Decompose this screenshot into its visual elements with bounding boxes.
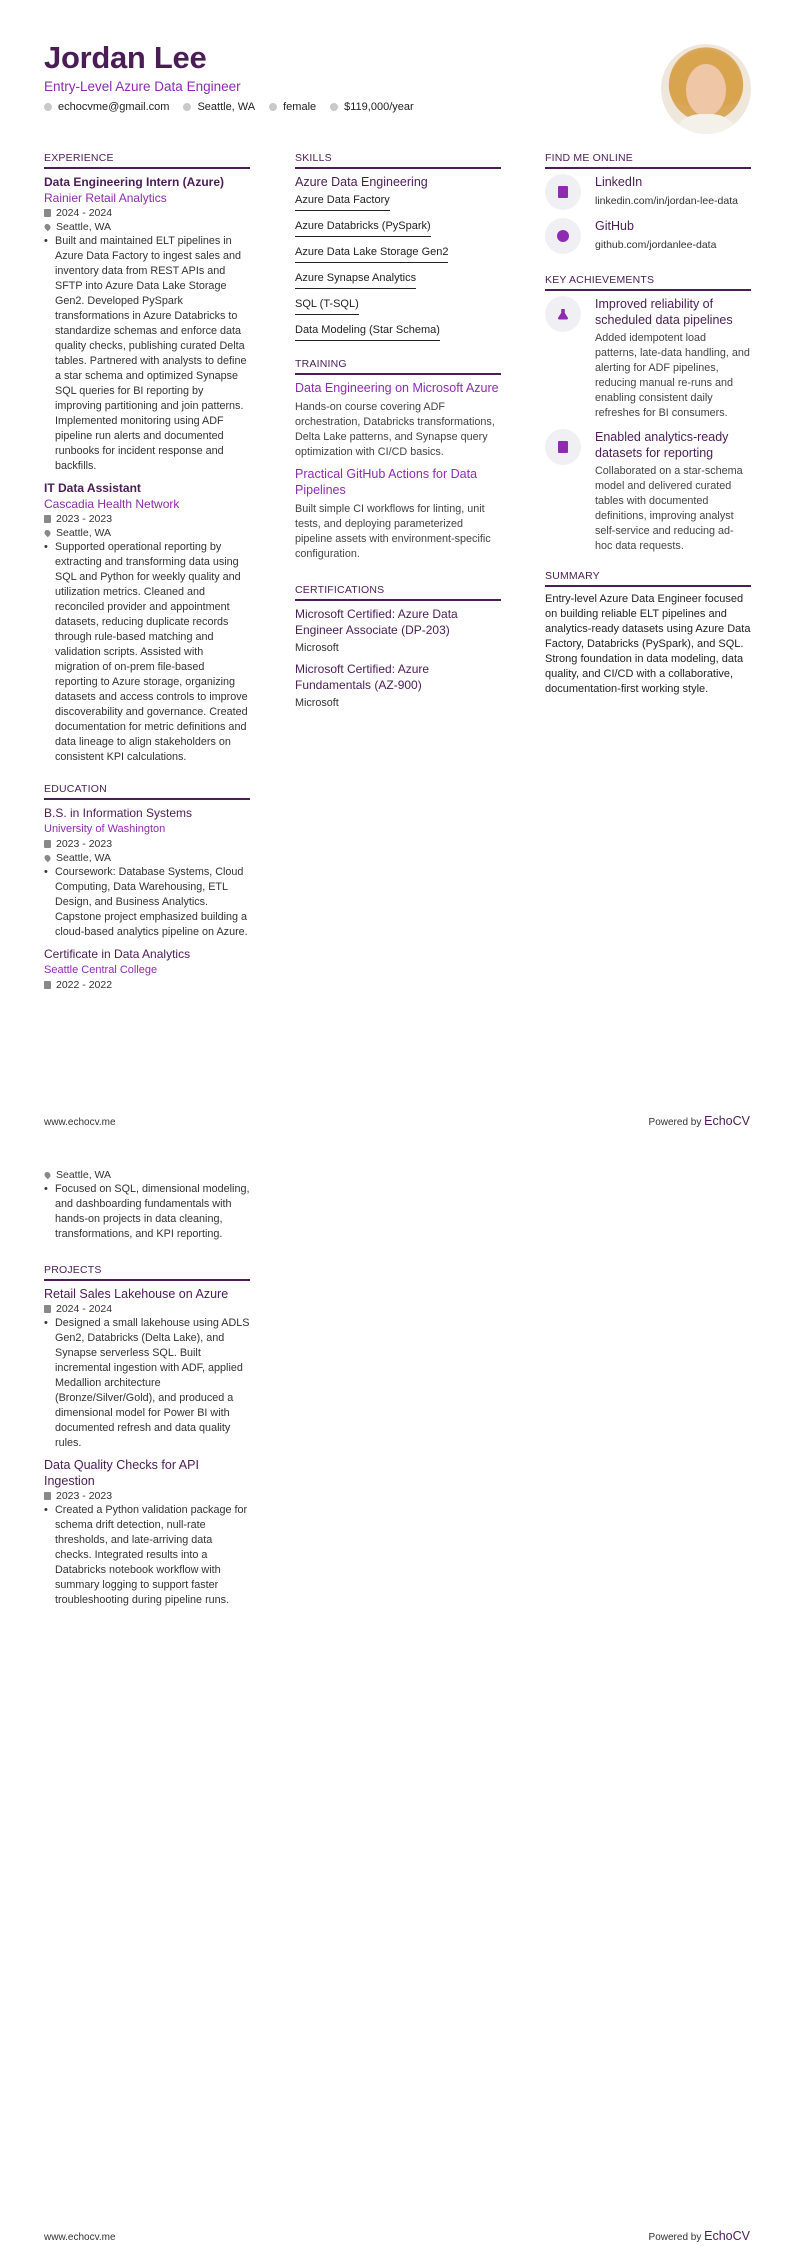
education-item xyxy=(44,946,250,992)
online-url[interactable]: linkedin.com/in/jordan-lee-data xyxy=(595,195,738,207)
skill-group-title: Azure Data Engineering xyxy=(295,175,428,189)
edu-dates: 2022 - 2022 xyxy=(56,979,113,991)
experience-item xyxy=(44,480,250,765)
summary-heading: SUMMARY xyxy=(545,570,751,587)
left-column xyxy=(44,152,250,992)
project-item xyxy=(44,1457,250,1608)
experience-heading: EXPERIENCE xyxy=(44,152,250,169)
location-pin-icon xyxy=(43,1171,51,1179)
brand-logo[interactable]: EchoCV xyxy=(704,2229,750,2243)
certification-title: Microsoft Certified: Azure Data Engineer Associate (DP-203) xyxy=(295,607,458,637)
achievement-title: Enabled analytics-ready datasets for reporting xyxy=(595,430,729,460)
person-icon xyxy=(269,103,277,111)
project-item xyxy=(44,1286,250,1451)
calendar-icon xyxy=(44,515,51,523)
school: University of Washington xyxy=(44,823,166,835)
achievement-title: Improved reliability of scheduled data pipelines xyxy=(595,297,733,327)
calendar-icon xyxy=(44,209,51,217)
company-name: Rainier Retail Analytics xyxy=(44,191,167,205)
company-name: Cascadia Health Network xyxy=(44,497,180,511)
resume-page-2 xyxy=(0,1123,794,2246)
skill-item: Azure Data Factory xyxy=(295,191,390,211)
contact-location xyxy=(183,101,255,113)
right-column xyxy=(545,152,751,697)
degree: Certificate in Data Analytics xyxy=(44,947,191,961)
powered-by-text: Powered by xyxy=(648,2232,702,2243)
online-github[interactable] xyxy=(545,218,751,254)
edu-dates: 2023 - 2023 xyxy=(56,838,113,850)
certification-title: Microsoft Certified: Azure Fundamentals (AZ-900) xyxy=(295,662,430,692)
bullet-icon: • xyxy=(44,235,48,247)
certification-issuer: Microsoft xyxy=(295,642,339,654)
achievement-description: Collaborated on a star-schema model and delivered curated tables with documented definitions, improving analyst self-service and reducing ad-hoc data requests. xyxy=(595,465,743,552)
gender-text: female xyxy=(283,101,317,113)
skill-item: Azure Synapse Analytics xyxy=(295,269,416,289)
bullet-icon: • xyxy=(44,1183,48,1195)
avatar xyxy=(661,44,751,134)
certifications-heading: CERTIFICATIONS xyxy=(295,584,501,601)
footer-site-link[interactable]: www.echocv.me xyxy=(44,2232,116,2243)
project-description: Created a Python validation package for schema drift detection, null-rate thresholds, and late-arriving data checks. Integrated results into a Databricks notebook workflow with summary logging to support faster troubleshooting during pipeline runs. xyxy=(55,1504,248,1606)
training-heading: TRAINING xyxy=(295,358,501,375)
job-description: Supported operational reporting by extracting and transforming data using SQL and Python for weekly quality and utilization metrics. Cleaned and reconciled provider and appointment datasets, reducing duplicate records through rule-based matching and validation scripts. Assisted with migration of on-prem file-based reporting to Azure storage, organizing datasets and access controls to improve discoverability and governance. Created documentation for metric definitions and data lineage to align stakeholders on consistent KPI calculations. xyxy=(55,541,248,763)
document-icon xyxy=(545,429,581,465)
job-description: Built and maintained ELT pipelines in Azure Data Factory to ingest sales and inventory data from REST APIs and SFTP into Azure Data Lake Storage Gen2. Developed PySpark transformations in Azure Databricks to standardize schemas and enforce data quality checks, publishing curated Delta tables. Partnered with analysts to define a star schema and optimized Synapse SQL queries for BI reporting by improving partitioning and join patterns. Implemented monitoring using ADF pipeline run alerts and documented runbooks for incident response and backfills. xyxy=(55,235,247,472)
location-pin-icon xyxy=(43,223,51,231)
achievement-item xyxy=(545,429,751,554)
edu-location: Seattle, WA xyxy=(56,1169,112,1181)
left-column-continued xyxy=(44,1168,250,1608)
job-dates: 2024 - 2024 xyxy=(56,207,113,219)
online-label: LinkedIn xyxy=(595,175,643,189)
achievement-item xyxy=(545,296,751,421)
bullet-icon: • xyxy=(44,1317,48,1329)
more-dots-icon xyxy=(545,218,581,254)
training-title: Practical GitHub Actions for Data Pipelines xyxy=(295,467,478,497)
email-text: echocvme@gmail.com xyxy=(58,101,170,113)
skill-item: Azure Data Lake Storage Gen2 xyxy=(295,243,448,263)
dollar-icon xyxy=(330,103,338,111)
job-title: Data Engineering Intern (Azure) xyxy=(44,175,225,189)
calendar-icon xyxy=(44,1492,51,1500)
document-plus-icon xyxy=(545,174,581,210)
salary-text: $119,000/year xyxy=(344,101,414,113)
training-description: Built simple CI workflows for linting, unit tests, and deploying parameterized pipeline assets with environment-specific configuration. xyxy=(295,503,491,560)
training-description: Hands-on course covering ADF orchestration, Databricks transformations, Delta Lake patterns, and Synapse query optimization with CI/CD basics. xyxy=(295,401,495,458)
location-text: Seattle, WA xyxy=(197,101,256,113)
skills-heading: SKILLS xyxy=(295,152,501,169)
edu-description: Focused on SQL, dimensional modeling, and dashboarding fundamentals with hands-on projects in data cleaning, transformations, and KPI reporting. xyxy=(55,1183,250,1240)
resume-header xyxy=(44,40,750,140)
edu-description: Coursework: Database Systems, Cloud Computing, Data Warehousing, ETL Design, and Business Analytics. Capstone project emphasized building a cloud-based analytics pipeline on Azure. xyxy=(55,866,248,938)
project-dates: 2024 - 2024 xyxy=(56,1303,113,1315)
contact-salary xyxy=(330,101,414,113)
contact-row xyxy=(44,101,750,113)
calendar-icon xyxy=(44,981,51,989)
school: Seattle Central College xyxy=(44,964,158,976)
projects-heading: PROJECTS xyxy=(44,1264,250,1281)
footer-site-link[interactable]: www.echocv.me xyxy=(44,1117,116,1128)
location-pin-icon xyxy=(43,854,51,862)
project-title: Retail Sales Lakehouse on Azure xyxy=(44,1287,229,1301)
project-title: Data Quality Checks for API Ingestion xyxy=(44,1458,199,1488)
contact-gender xyxy=(269,101,316,113)
candidate-title: Entry-Level Azure Data Engineer xyxy=(44,79,241,94)
online-linkedin[interactable] xyxy=(545,174,751,210)
page-footer xyxy=(44,2229,750,2243)
online-label: GitHub xyxy=(595,219,634,233)
degree: B.S. in Information Systems xyxy=(44,806,193,820)
location-pin-icon xyxy=(43,529,51,537)
at-icon xyxy=(44,103,52,111)
bullet-icon: • xyxy=(44,1504,48,1516)
project-description: Designed a small lakehouse using ADLS Gen2, Databricks (Delta Lake), and Synapse serverless SQL. Built incremental ingestion with ADF, applied Medallion architecture (Bronze/Silver/Gold), and produced a dimensional model for Power BI with documented refresh and data quality rules. xyxy=(55,1317,250,1449)
project-dates: 2023 - 2023 xyxy=(56,1490,113,1502)
skill-item: Data Modeling (Star Schema) xyxy=(295,321,440,341)
experience-item xyxy=(44,174,250,474)
bullet-icon: • xyxy=(44,541,48,553)
flask-icon xyxy=(545,296,581,332)
education-item xyxy=(44,805,250,940)
candidate-name: Jordan Lee xyxy=(44,40,207,75)
edu-location: Seattle, WA xyxy=(56,852,112,864)
key-achievements-heading: KEY ACHIEVEMENTS xyxy=(545,274,751,291)
skill-item: Azure Databricks (PySpark) xyxy=(295,217,431,237)
brand-logo[interactable]: EchoCV xyxy=(704,1114,750,1128)
contact-email[interactable] xyxy=(44,101,169,113)
bullet-icon: • xyxy=(44,866,48,878)
job-location: Seattle, WA xyxy=(56,221,112,233)
powered-by-text: Powered by xyxy=(648,1117,702,1128)
certification-issuer: Microsoft xyxy=(295,697,339,709)
job-location: Seattle, WA xyxy=(56,527,112,539)
summary-text: Entry-level Azure Data Engineer focused on building reliable ELT pipelines and analytics-ready datasets using Azure Data Factory, Databricks (PySpark), and SQL. Strong foundation in data modeling, data quality, and CI/CD with a collaborative, documentation-first working style. xyxy=(545,593,751,695)
calendar-icon xyxy=(44,840,51,848)
job-dates: 2023 - 2023 xyxy=(56,513,113,525)
training-title: Data Engineering on Microsoft Azure xyxy=(295,381,499,395)
job-title: IT Data Assistant xyxy=(44,481,141,495)
achievement-description: Added idempotent load patterns, late-data handling, and alerting for ADF pipelines, reducing manual re-runs and enabling consistent daily refreshes for BI consumers. xyxy=(595,332,750,419)
calendar-icon xyxy=(44,1305,51,1313)
location-pin-icon xyxy=(183,103,191,111)
middle-column xyxy=(295,152,501,709)
find-me-online-heading: FIND ME ONLINE xyxy=(545,152,751,169)
online-url[interactable]: github.com/jordanlee-data xyxy=(595,239,717,251)
skill-item: SQL (T-SQL) xyxy=(295,295,359,315)
education-heading: EDUCATION xyxy=(44,783,250,800)
